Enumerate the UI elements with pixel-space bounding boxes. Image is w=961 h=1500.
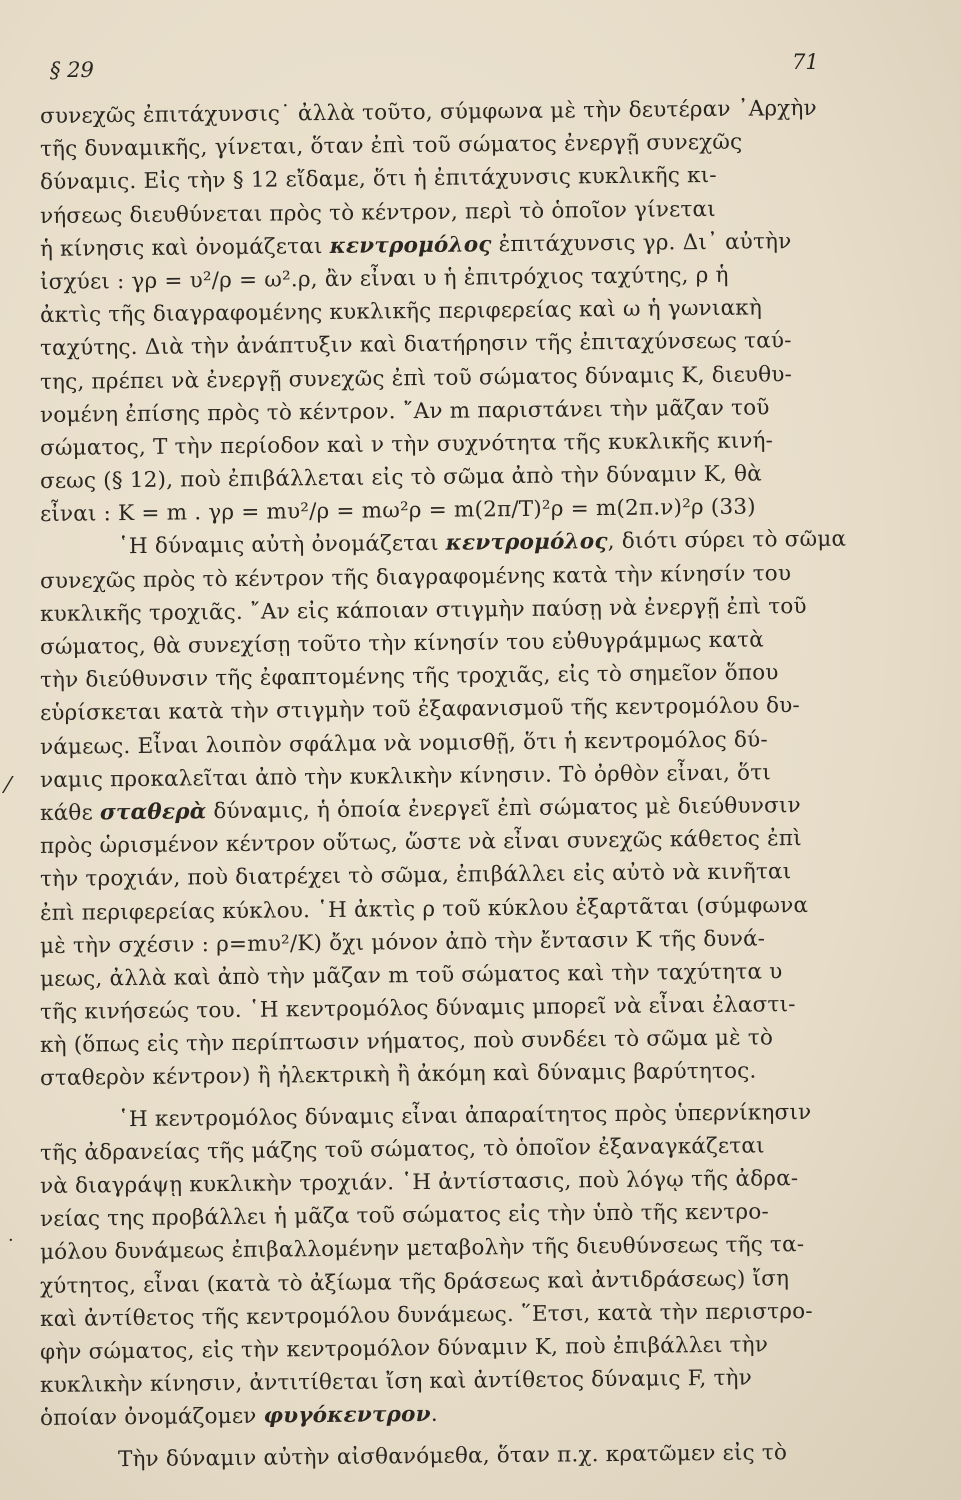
text-line: εἶναι : Κ = m . γρ = mυ²/ρ = mω²ρ = m(2π/Τ)²ρ = m(2π.ν)²ρ (33) [39, 494, 756, 528]
text-line: ναμις προκαλεῖται ἀπὸ τὴν κυκλικὴν κίνησιν. Τὸ ὀρθὸν εἶναι, ὅτι [39, 760, 772, 793]
text-line: τῆς δυναμικῆς, γίνεται, ὅταν ἐπὶ τοῦ σώματος ἐνεργῇ συνεχῶς [39, 129, 743, 163]
text-line: τῆς ἀδρανείας τῆς μάζης τοῦ σώματος, τὸ ὁποῖον ἐξαναγκάζεται [39, 1133, 765, 1166]
text-line: σώματος, Τ τὴν περίοδον καὶ ν τὴν συχνότητα τῆς κυκλικῆς κινή- [39, 428, 774, 461]
text-line: σεως (§ 12), ποὺ ἐπιβάλλεται εἰς τὸ σῶμα ἀπὸ τὴν δύναμιν Κ, θὰ [39, 461, 763, 495]
text-line: κυκλικὴν κίνησιν, ἀντιτίθεται ἴση καὶ ἀντίθετος δύναμις F, τὴν [39, 1365, 753, 1399]
text-line: ἀκτὶς τῆς διαγραφομένης κυκλικῆς περιφερείας καὶ ω ἡ γωνιακὴ [39, 295, 763, 329]
text-line: της, πρέπει νὰ ἐνεργῇ συνεχῶς ἐπὶ τοῦ σώματος δύναμις Κ, διευθυ- [39, 361, 793, 395]
text-line: νήσεως διευθύνεται πρὸς τὸ κέντρον, περὶ τὸ ὁποῖον γίνεται [39, 196, 716, 229]
margin-pencil-mark: ⁄ [6, 774, 10, 799]
text-line: σώματος, θὰ συνεχίσῃ τοῦτο τὴν κίνησίν του εὐθυγράμμως κατὰ [39, 627, 765, 660]
page-number: 71 [792, 50, 819, 74]
text-line: μὲ τὴν σχέσιν : ρ=mυ²/Κ) ὄχι μόνον ἀπὸ τὴν ἔντασιν Κ τῆς δυνά- [39, 926, 766, 959]
text-line: ταχύτης. Διὰ τὴν ἀνάπτυξιν καὶ διατήρησιν τῆς ἐπιταχύνσεως ταύ- [39, 328, 792, 362]
text-line: σταθερὸν κέντρον) ἢ ἠλεκτρικὴ ἢ ἀκόμη καὶ δύναμις βαρύτητος. [39, 1058, 757, 1092]
text-line: κάθε σταθερὰ δύναμις, ἡ ὁποία ἐνεργεῖ ἐπὶ σώματος μὲ διεύθυνσιν [39, 792, 801, 826]
text-line: τὴν τροχιάν, ποὺ διατρέχει τὸ σῶμα, ἐπιβάλλει εἰς αὐτὸ νὰ κινῆται [39, 859, 792, 893]
text-line: ἐπὶ περιφερείας κύκλου. ῾Η ἀκτὶς ρ τοῦ κύκλου ἐξαρτᾶται (σύμφωνα [39, 892, 809, 926]
text-line: ἡ κίνησις καὶ ὀνομάζεται κεντρομόλος ἐπιτάχυνσις γρ. Δι᾿ αὐτὴν [39, 228, 792, 262]
text-line: κὴ (ὅπως εἰς τὴν περίπτωσιν νήματος, ποὺ συνδέει τὸ σῶμα μὲ τὸ [39, 1025, 774, 1059]
text-line: νομένη ἐπίσης πρὸς τὸ κέντρον. ῎Αν m παριστάνει τὴν μᾶζαν τοῦ [39, 395, 770, 428]
text-line: κυκλικῆς τροχιᾶς. ῎Αν εἰς κάποιαν στιγμὴν παύσῃ νὰ ἐνεργῇ ἐπὶ τοῦ [39, 593, 807, 627]
text-line: τὴν διεύθυνσιν τῆς ἐφαπτομένης τῆς τροχιᾶς, εἰς τὸ σημεῖον ὅπου [39, 660, 779, 694]
text-line: συνεχῶς ἐπιτάχυνσις˙ ἀλλὰ τοῦτο, σύμφωνα μὲ τὴν δευτέραν ᾿Αρχὴν [39, 95, 817, 129]
text-line: ἰσχύει : γρ = υ²/ρ = ω².ρ, ἂν εἶναι υ ἡ ἐπιτρόχιος ταχύτης, ρ ἡ [39, 262, 729, 295]
text-line: ῾Η κεντρομόλος δύναμις εἶναι ἀπαραίτητος πρὸς ὑπερνίκησιν [117, 1099, 812, 1132]
body-text [39, 95, 885, 1477]
text-line: ῾Η δύναμις αὐτὴ ὀνομάζεται κεντρομόλος, διότι σύρει τὸ σῶμα [117, 526, 847, 560]
text-line: νάμεως. Εἶναι λοιπὸν σφάλμα νὰ νομισθῇ, ὅτι ἡ κεντρομόλος δύ- [39, 726, 768, 760]
text-line: ὁποίαν ὀνομάζομεν φυγόκεντρον. [39, 1402, 438, 1432]
text-line: πρὸς ὡρισμένον κέντρον οὕτως, ὥστε νὰ εἶναι συνεχῶς κάθετος ἐπὶ [39, 826, 802, 860]
text-line: μεως, ἀλλὰ καὶ ἀπὸ τὴν μᾶζαν m τοῦ σώματος καὶ τὴν ταχύτητα υ [39, 959, 783, 992]
margin-dot: · [8, 1230, 14, 1251]
text-line: καὶ ἀντίθετος τῆς κεντρομόλου δυνάμεως. ῞Ετσι, κατὰ τὴν περιστρο- [39, 1298, 813, 1332]
text-line: φὴν σώματος, εἰς τὴν κεντρομόλον δύναμιν Κ, ποὺ ἐπιβάλλει τὴν [39, 1332, 769, 1365]
text-line: χύτητος, εἶναι (κατὰ τὸ ἀξίωμα τῆς δράσεως καὶ ἀντιδράσεως) ἴση [39, 1265, 790, 1299]
text-line: Τὴν δύναμιν αὐτὴν αἰσθανόμεθα, ὅταν π.χ. κρατῶμεν εἰς τὸ [117, 1439, 788, 1472]
text-line: τῆς κινήσεώς του. ῾Η κεντρομόλος δύναμις μπορεῖ νὰ εἶναι ἐλαστι- [39, 992, 796, 1026]
page-header [0, 50, 961, 90]
section-number: § 29 [50, 58, 94, 82]
text-line: εὑρίσκεται κατὰ τὴν στιγμὴν τοῦ ἐξαφανισμοῦ τῆς κεντρομόλου δυ- [39, 693, 801, 727]
text-line: νείας της προβάλλει ἡ μᾶζα τοῦ σώματος εἰς τὴν ὑπὸ τῆς κεντρο- [39, 1199, 770, 1233]
text-line: δύναμις. Εἰς τὴν § 12 εἴδαμε, ὅτι ἡ ἐπιτάχυνσις κυκλικῆς κι- [39, 163, 717, 196]
text-line: νὰ διαγράψῃ κυκλικὴν τροχιάν. ῾Η ἀντίστασις, ποὺ λόγῳ τῆς ἀδρα- [39, 1166, 799, 1199]
text-line: συνεχῶς πρὸς τὸ κέντρον τῆς διαγραφομένης κατὰ τὴν κίνησίν του [39, 560, 792, 594]
text-line: μόλου δυνάμεως ἐπιβαλλομένην μεταβολὴν τῆς διευθύνσεως τῆς τα- [39, 1232, 805, 1266]
